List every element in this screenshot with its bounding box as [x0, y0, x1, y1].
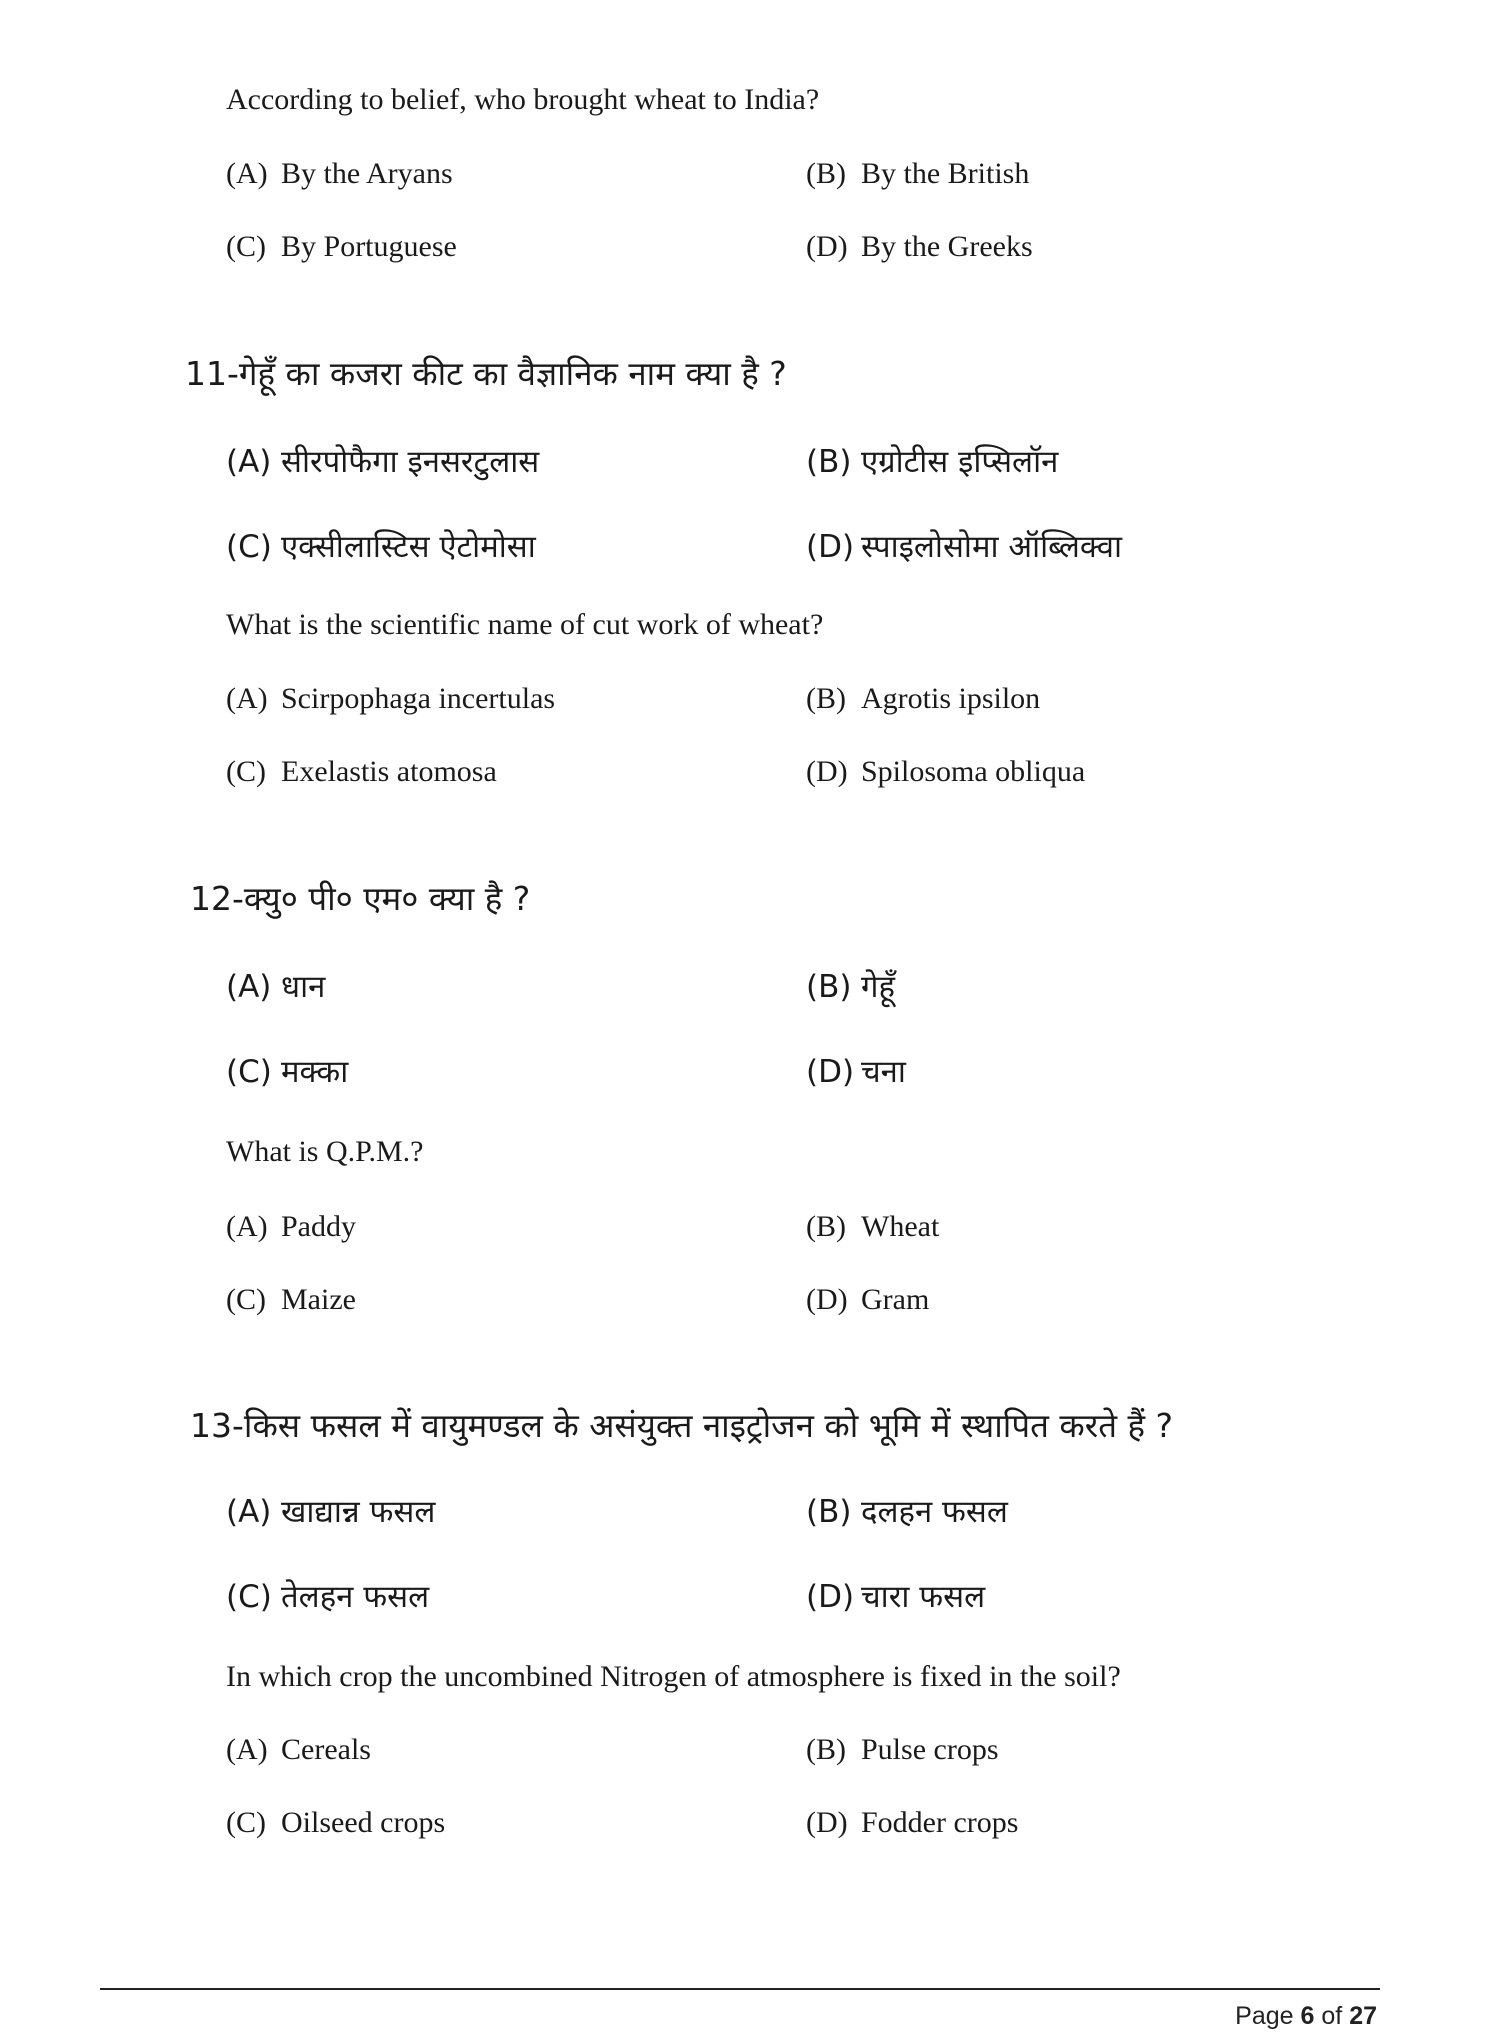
of-word: of — [1321, 2002, 1343, 2030]
option-label: (C) — [226, 1806, 266, 1839]
option-label: (D) — [806, 529, 855, 565]
q12-en-option-a — [226, 1210, 356, 1244]
q10-en-question: According to belief, who brought wheat to India? — [226, 83, 820, 116]
q13-hi-question: 13-किस फसल में वायुमण्डल के असंयुक्त नाइट्रोजन को भूमि में स्थापित करते हैं ? — [190, 1406, 1174, 1445]
option-text: Paddy — [281, 1210, 356, 1243]
q11-hi-question: 11-गेहूँ का कजरा कीट का वैज्ञानिक नाम क्या है ? — [185, 354, 787, 393]
option-label: (C) — [226, 529, 272, 565]
q11-hi-option-b — [806, 440, 1058, 482]
option-text: गेहूँ — [861, 969, 895, 1005]
q13-en-option-c — [226, 1806, 445, 1840]
option-label: (B) — [806, 157, 846, 190]
option-label: (C) — [226, 755, 266, 788]
option-text: चना — [861, 1054, 906, 1090]
q12-en-option-b — [806, 1210, 939, 1244]
option-text: By the British — [861, 157, 1030, 190]
option-text: चारा फसल — [861, 1579, 986, 1615]
option-text: एग्रोटीस इप्सिलॉन — [861, 444, 1059, 480]
option-label: (B) — [806, 682, 846, 715]
q11-en-option-b — [806, 682, 1040, 716]
q13-hi-option-d — [806, 1575, 985, 1617]
q12-en-option-c — [226, 1283, 356, 1317]
option-label: (B) — [806, 1210, 846, 1243]
option-text: दलहन फसल — [861, 1494, 1008, 1530]
option-label: (B) — [806, 1494, 852, 1530]
q11-en-option-d — [806, 755, 1085, 789]
option-text: Scirpophaga incertulas — [281, 682, 556, 715]
option-label: (A) — [226, 157, 268, 190]
q13-en-option-b — [806, 1733, 999, 1767]
q11-hi-option-c — [226, 525, 536, 567]
q11-en-question: What is the scientific name of cut work of wheat? — [226, 608, 824, 641]
q12-en-question: What is Q.P.M.? — [226, 1135, 424, 1168]
q12-hi-option-d — [806, 1050, 906, 1092]
option-text: तेलहन फसल — [281, 1579, 430, 1615]
q11-hi-option-d — [806, 525, 1122, 567]
option-text: एक्सीलास्टिस ऐटोमोसा — [281, 529, 536, 565]
q13-hi-option-c — [226, 1575, 429, 1617]
q12-hi-question: 12-क्यु० पी० एम० क्या है ? — [190, 879, 531, 918]
q13-en-option-d — [806, 1806, 1018, 1840]
option-label: (A) — [226, 969, 272, 1005]
page-word: Page — [1235, 2002, 1294, 2030]
option-label: (D) — [806, 1283, 848, 1316]
option-label: (D) — [806, 1579, 855, 1615]
option-label: (C) — [226, 1579, 272, 1615]
option-label: (B) — [806, 969, 852, 1005]
option-label: (D) — [806, 1054, 855, 1090]
option-text: Fodder crops — [861, 1806, 1019, 1839]
option-text: धान — [281, 969, 326, 1005]
option-text: Wheat — [861, 1210, 940, 1243]
option-text: सीरपोफैगा इनसरटुलास — [281, 444, 540, 480]
option-text: खाद्यान्न फसल — [281, 1494, 436, 1530]
option-label: (A) — [226, 1733, 268, 1766]
q10-en-option-a — [226, 157, 453, 191]
option-label: (A) — [226, 1210, 268, 1243]
option-text: By the Greeks — [861, 230, 1033, 263]
page-total: 27 — [1349, 2002, 1377, 2030]
option-text: Pulse crops — [861, 1733, 999, 1766]
footer-divider — [100, 1988, 1380, 1990]
q12-en-option-d — [806, 1283, 929, 1317]
option-text: Exelastis atomosa — [281, 755, 497, 788]
q11-en-option-a — [226, 682, 555, 716]
page-number — [1235, 2002, 1377, 2031]
option-text: Agrotis ipsilon — [861, 682, 1041, 715]
q10-en-option-c — [226, 230, 457, 264]
option-label: (B) — [806, 1733, 846, 1766]
option-label: (C) — [226, 1054, 272, 1090]
option-label: (D) — [806, 230, 848, 263]
q12-hi-option-c — [226, 1050, 348, 1092]
option-text: By the Aryans — [281, 157, 453, 190]
option-label: (B) — [806, 444, 852, 480]
q11-en-option-c — [226, 755, 497, 789]
option-text: Cereals — [281, 1733, 371, 1766]
q13-en-question: In which crop the uncombined Nitrogen of atmosphere is fixed in the soil? — [226, 1660, 1121, 1693]
option-label: (A) — [226, 682, 268, 715]
option-text: Gram — [861, 1283, 930, 1316]
q10-en-option-b — [806, 157, 1029, 191]
option-text: स्पाइलोसोमा ऑब्लिक्वा — [861, 529, 1123, 565]
q12-hi-option-b — [806, 965, 895, 1007]
option-label: (C) — [226, 1283, 266, 1316]
option-text: Maize — [281, 1283, 356, 1316]
q13-hi-option-b — [806, 1490, 1008, 1532]
q10-en-option-d — [806, 230, 1033, 264]
q12-hi-option-a — [226, 965, 325, 1007]
option-label: (D) — [806, 1806, 848, 1839]
option-text: मक्का — [281, 1054, 349, 1090]
q13-en-option-a — [226, 1733, 371, 1767]
page-current: 6 — [1300, 2002, 1315, 2030]
q11-hi-option-a — [226, 440, 539, 482]
option-label: (D) — [806, 755, 848, 788]
option-label: (A) — [226, 1494, 272, 1530]
option-text: By Portuguese — [281, 230, 457, 263]
option-label: (C) — [226, 230, 266, 263]
option-label: (A) — [226, 444, 272, 480]
option-text: Spilosoma obliqua — [861, 755, 1086, 788]
q13-hi-option-a — [226, 1490, 435, 1532]
option-text: Oilseed crops — [281, 1806, 446, 1839]
